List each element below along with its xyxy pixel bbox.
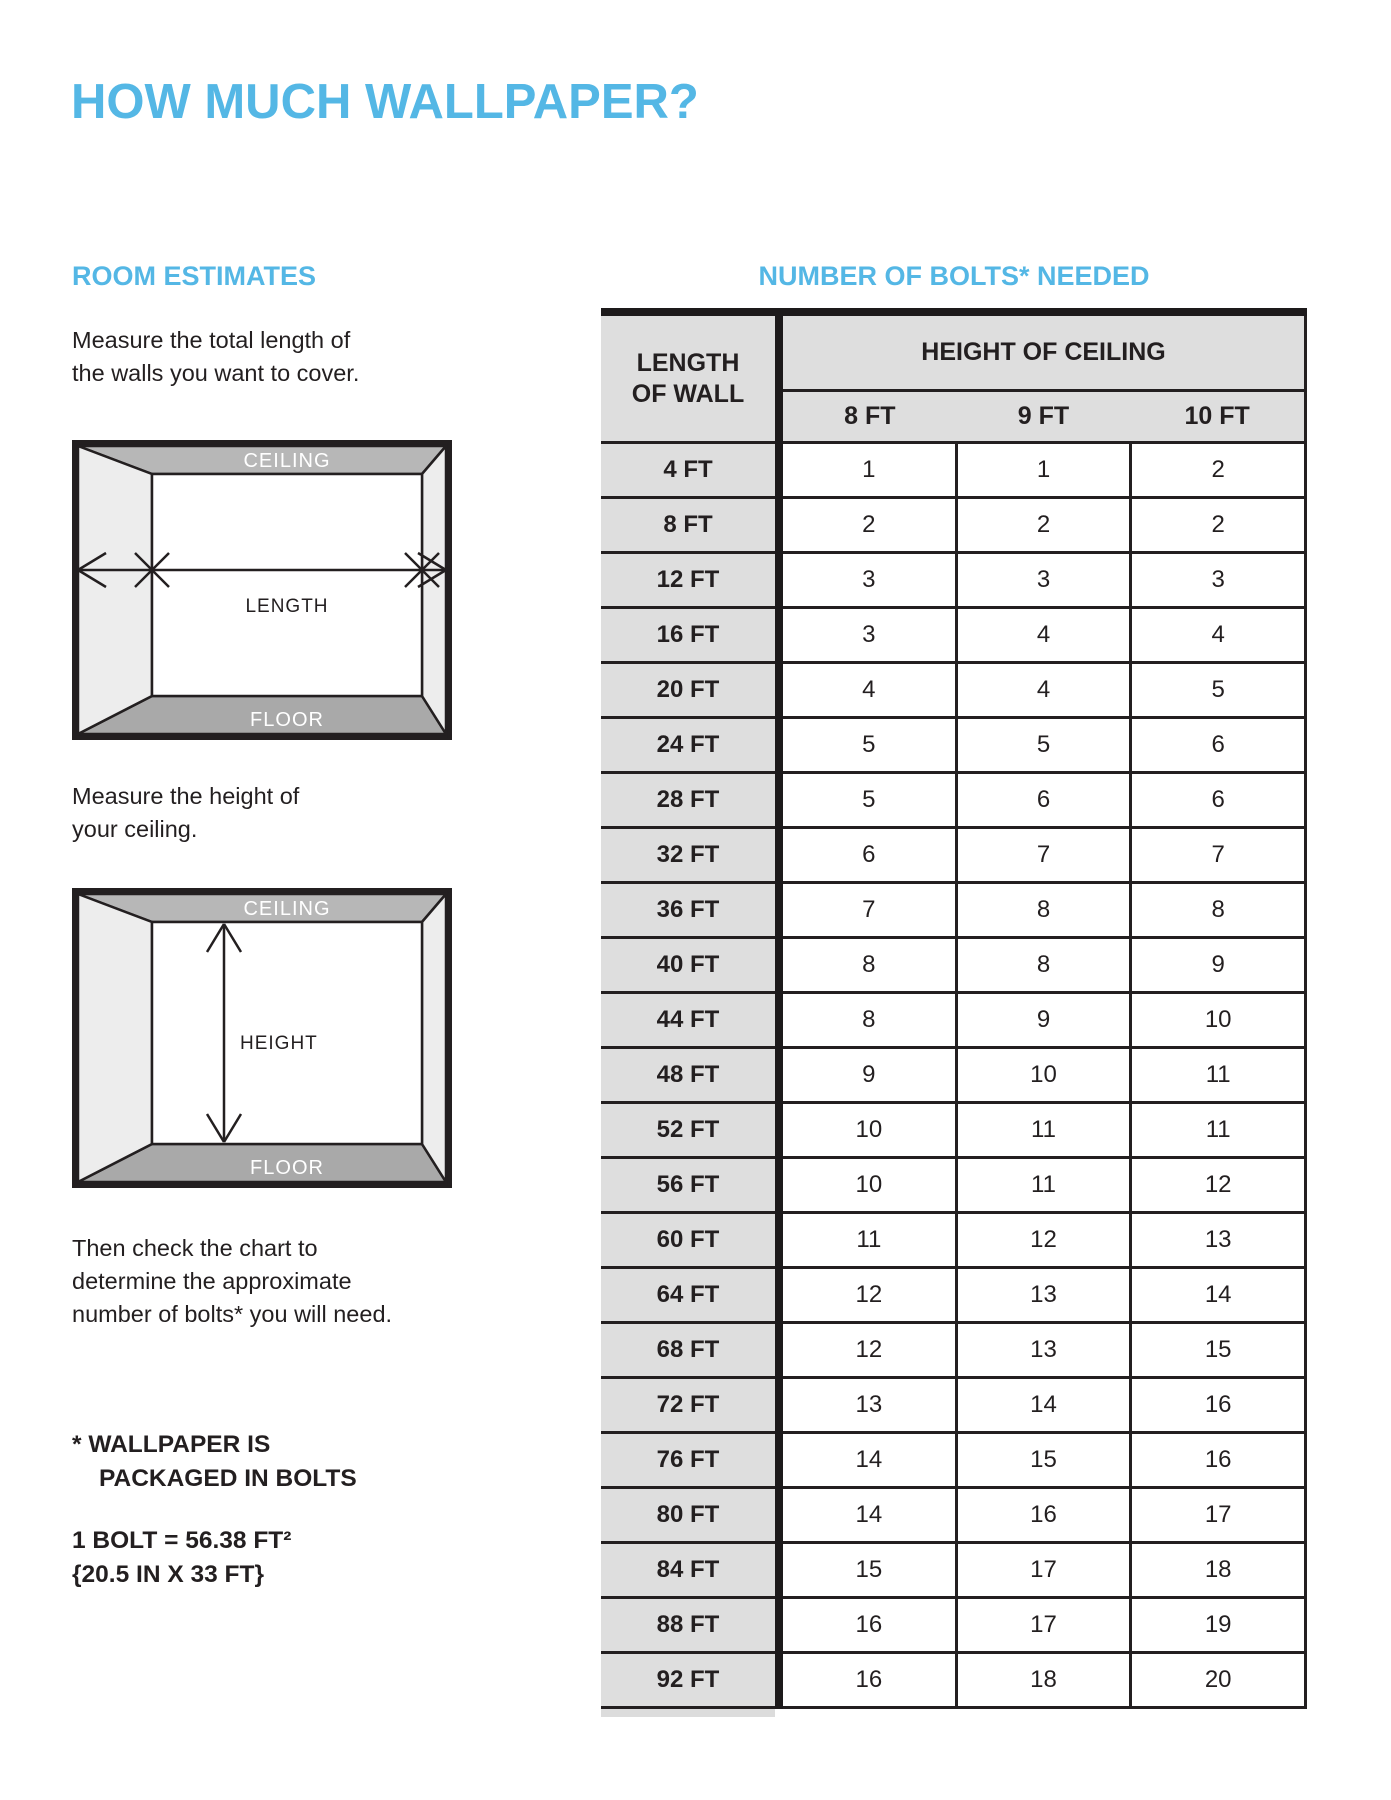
table-cell: 10 [1129,994,1304,1046]
table-row [783,774,1304,829]
table-cell: 10 [955,1049,1130,1101]
table-row [783,444,1304,499]
length-label: LENGTH [245,596,329,617]
table-cell: 4 [1129,609,1304,661]
table-cell: 2 [1129,499,1304,551]
table-cell: 7 [1129,829,1304,881]
table-cell: 13 [955,1269,1130,1321]
table-cell: 11 [856,1226,882,1253]
bolts-table [601,308,1307,1709]
row-length-label: 20 FT [601,664,775,719]
table-cell: 14 [855,1501,883,1528]
row-length-label: 80 FT [601,1489,775,1544]
table-cell: 8 [1129,884,1304,936]
row-length-label: 52 FT [601,1104,775,1159]
table-cell: 11 [955,1159,1130,1211]
table-cell: 2 [862,511,876,538]
bolt-size-line2: {20.5 IN X 33 FT} [72,1561,265,1588]
height-label: HEIGHT [240,1033,318,1054]
row-length-label: 40 FT [601,939,775,994]
left-wall [78,894,152,1182]
row-length-label: 32 FT [601,829,775,884]
row-length-label: 60 FT [601,1214,775,1269]
bolt-size-line1: 1 BOLT = 56.38 FT² [72,1527,292,1554]
row-length-label: 76 FT [601,1434,775,1489]
row-length-label: 36 FT [601,884,775,939]
table-cell: 14 [1129,1269,1304,1321]
table-cell: 11 [955,1104,1130,1156]
table-row [783,1599,1304,1654]
table-cell: 16 [1129,1434,1304,1486]
table-cell: 13 [1129,1214,1304,1266]
right-wall [422,894,446,1182]
table-cell: 17 [955,1599,1130,1651]
room-length-diagram [72,440,452,740]
table-row [783,1104,1304,1159]
table-cell: 1 [862,456,876,483]
row-length-label: 84 FT [601,1544,775,1599]
table-cell: 5 [862,731,876,758]
table-cell: 6 [955,774,1130,826]
table-cell: 5 [1129,664,1304,716]
intro-height-text [72,780,299,846]
table-row [783,1159,1304,1214]
table-cell: 17 [1129,1489,1304,1541]
table-cell: 11 [1129,1049,1304,1101]
table-cell: 15 [955,1434,1130,1486]
table-cell: 4 [955,609,1130,661]
room-height-diagram [72,888,452,1188]
table-cell: 6 [862,841,876,868]
table-bottom-shadow [601,1709,775,1717]
table-cell: 9 [955,994,1130,1046]
footnote-line2: PACKAGED IN BOLTS [99,1465,357,1492]
table-cell: 9 [1129,939,1304,991]
table-row [783,1544,1304,1599]
table-cell: 10 [855,1171,883,1198]
table-row [783,1434,1304,1489]
table-cell: 14 [955,1379,1130,1431]
table-cell: 12 [1129,1159,1304,1211]
table-cell: 3 [1129,554,1304,606]
table-cell: 4 [862,676,876,703]
ceiling-height-subheader-row [783,392,1304,444]
table-cell: 15 [1129,1324,1304,1376]
table-row [783,609,1304,664]
page-title: HOW MUCH WALLPAPER? [71,75,699,129]
col-header-8ft: 8 FT [844,402,896,430]
table-cell: 7 [955,829,1130,881]
bolt-size-info [72,1524,291,1592]
footnote-line1: * WALLPAPER IS [72,1431,271,1458]
table-cell: 17 [955,1544,1130,1596]
table-cell: 9 [862,1061,876,1088]
ceiling-label: CEILING [243,450,331,472]
table-cell: 18 [955,1654,1130,1706]
length-of-wall-header [601,316,775,444]
table-row [783,939,1304,994]
table-thick-divider [775,316,783,1709]
room-estimates-heading: ROOM ESTIMATES [72,261,317,291]
table-cell: 16 [955,1489,1130,1541]
row-length-label: 64 FT [601,1269,775,1324]
table-cell: 3 [862,566,876,593]
table-cell: 8 [862,951,876,978]
table-cell: 6 [1129,774,1304,826]
left-wall [78,446,152,734]
table-row [783,1269,1304,1324]
table-row [783,1049,1304,1104]
table-row [783,1379,1304,1434]
table-cell: 14 [855,1446,883,1473]
check-chart-line2: determine the approximate [72,1268,352,1294]
intro-height-line1: Measure the height of [72,783,300,809]
row-length-label: 8 FT [601,499,775,554]
table-cell: 6 [1129,719,1304,771]
table-length-column [601,316,775,1709]
table-row [783,664,1304,719]
table-cell: 15 [855,1556,883,1583]
row-length-label: 72 FT [601,1379,775,1434]
ceiling-label: CEILING [243,898,331,920]
table-row [783,1324,1304,1379]
table-cell: 8 [955,884,1130,936]
table-data-rows [783,444,1304,1709]
table-row [783,499,1304,554]
table-cell: 12 [955,1214,1130,1266]
table-cell: 5 [862,786,876,813]
check-chart-line3: number of bolts* you will need. [72,1301,393,1327]
row-length-label: 4 FT [601,444,775,499]
table-cell: 1 [955,444,1130,496]
table-row [783,994,1304,1049]
table-cell: 2 [1129,444,1304,496]
back-wall [152,474,422,696]
bolts-needed-heading: NUMBER OF BOLTS* NEEDED [758,261,1150,291]
table-row [783,884,1304,939]
row-length-label: 16 FT [601,609,775,664]
intro-length-line2: the walls you want to cover. [72,360,360,386]
table-cell: 11 [1129,1104,1304,1156]
col-header-9ft: 9 FT [1017,402,1070,430]
row-length-label: 28 FT [601,774,775,829]
table-cell: 13 [955,1324,1130,1376]
row-length-label: 48 FT [601,1049,775,1104]
table-cell: 16 [855,1666,883,1693]
row-length-label: 24 FT [601,719,775,774]
table-cell: 12 [855,1281,883,1308]
table-cell: 16 [1129,1379,1304,1431]
length-of-wall-line1: LENGTH [636,348,740,377]
length-of-wall-line2: OF WALL [631,379,745,408]
intro-length-line1: Measure the total length of [72,327,351,353]
row-length-label: 12 FT [601,554,775,609]
row-length-label: 88 FT [601,1599,775,1654]
table-cell: 19 [1129,1599,1304,1651]
table-row [783,1489,1304,1544]
floor-label: FLOOR [250,1157,324,1179]
table-cell: 3 [862,621,876,648]
height-of-ceiling-header: HEIGHT OF CEILING [783,316,1304,392]
intro-height-line2: your ceiling. [72,816,198,842]
table-cell: 2 [955,499,1130,551]
table-cell: 8 [955,939,1130,991]
row-length-label: 44 FT [601,994,775,1049]
table-cell: 10 [855,1116,883,1143]
intro-length-text [72,324,359,390]
table-row [783,554,1304,609]
check-chart-text [72,1232,392,1331]
wallpaper-footnote [72,1428,357,1496]
row-length-label: 68 FT [601,1324,775,1379]
table-cell: 20 [1129,1654,1304,1706]
table-row [783,719,1304,774]
check-chart-line1: Then check the chart to [72,1235,318,1261]
table-row [783,1214,1304,1269]
table-data-area [783,316,1307,1709]
table-row [783,1654,1304,1709]
table-cell: 16 [855,1611,883,1638]
table-top-border [601,308,1307,316]
table-cell: 3 [955,554,1130,606]
table-cell: 7 [862,896,876,923]
right-wall [422,446,446,734]
table-cell: 8 [862,1006,876,1033]
row-length-label: 56 FT [601,1159,775,1214]
col-header-10ft: 10 FT [1184,402,1250,430]
table-cell: 13 [855,1391,883,1418]
table-cell: 18 [1129,1544,1304,1596]
table-cell: 4 [955,664,1130,716]
table-row [783,829,1304,884]
row-length-label: 92 FT [601,1654,775,1709]
floor-label: FLOOR [250,709,324,731]
table-cell: 12 [855,1336,883,1363]
table-cell: 5 [955,719,1130,771]
